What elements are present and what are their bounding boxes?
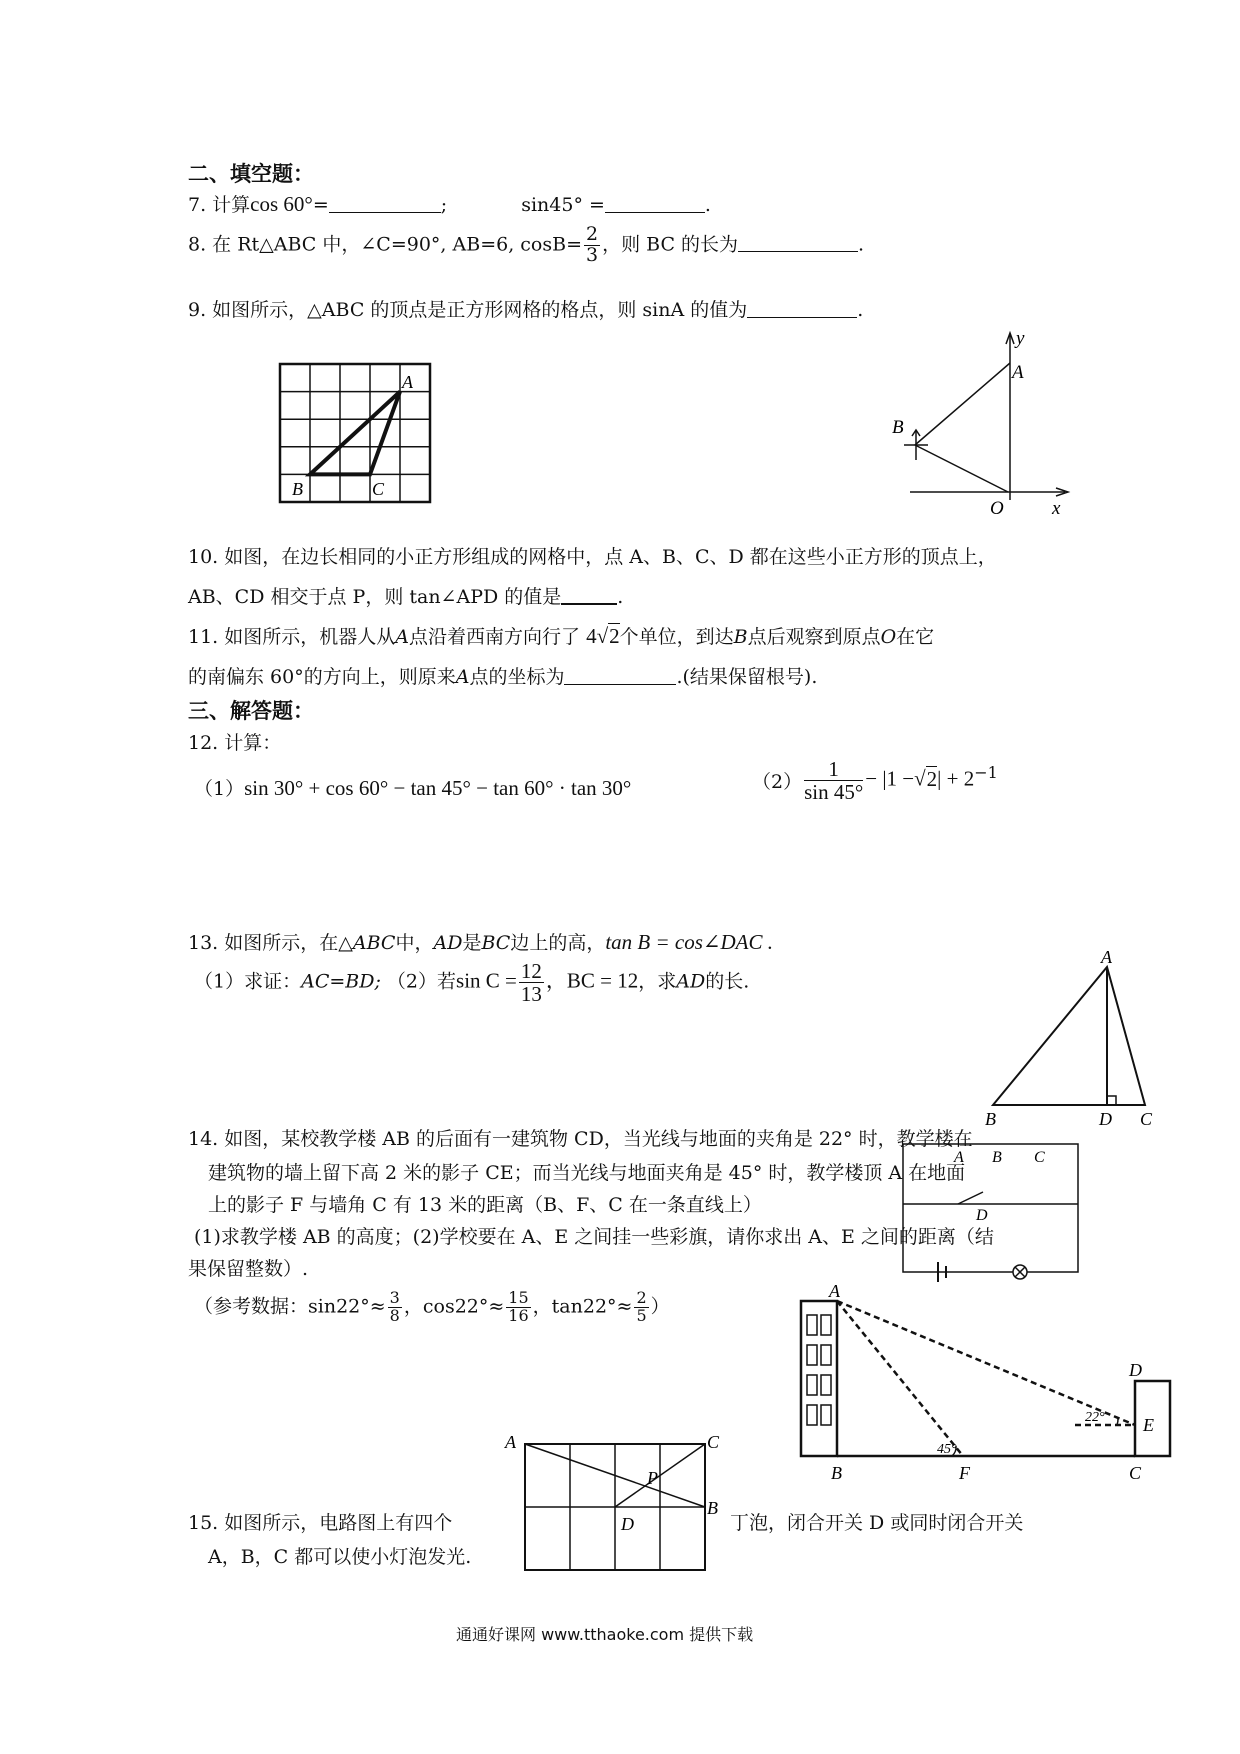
fig14-label-d: D <box>1129 1360 1142 1380</box>
section3-title: 三、解答题： <box>188 699 314 723</box>
circuit-label-a: A <box>954 1149 964 1166</box>
fig10-label-c: C <box>707 1432 720 1452</box>
question-11-line1: 11. 如图所示，机器人从A点沿着西南方向行了 4√2个单位，到达B点后观察到原点O在它 <box>188 624 935 648</box>
section2-title: 二、填空题： <box>188 162 314 186</box>
fig11-label-x: x <box>1052 498 1061 519</box>
circuit-label-b: B <box>992 1149 1002 1166</box>
fig10-label-p: P <box>647 1468 658 1488</box>
fig13-label-b: B <box>985 1109 996 1129</box>
question-14-reference: （参考数据：sin22°≈ $\frac{3}{8}$ ，cos22°≈ $\frac{15}{16}$ ，tan22°≈ $\frac{2}{5}$ ） <box>194 1288 670 1325</box>
question-15-line1b: 丁泡，闭合开关 D 或同时闭合开关 <box>730 1512 1024 1534</box>
fig14-label-b: B <box>831 1463 842 1483</box>
question-12-part2: （2） $\frac{1}{\sin 45^\circ}$ − $|1 -√2| + 2^{-1}$ <box>752 757 998 805</box>
page-footer: 通通好课网 www.tthaoke.com 提供下载 <box>456 1625 754 1644</box>
fig14-label-c: C <box>1129 1463 1142 1483</box>
question-11-line2: 的南偏东 60°的方向上，则原来A点的坐标为 .(结果保留根号). <box>188 666 818 688</box>
question-12-title: 12. 计算： <box>188 732 282 754</box>
figure-14-buildings <box>795 1283 1195 1503</box>
fig9-label-c: C <box>372 479 385 499</box>
question-10-line2: AB、CD 相交于点 P，则 tan∠APD 的值是 . <box>188 586 624 608</box>
figure-13-triangle <box>985 947 1165 1130</box>
question-14-line1: 14. 如图，某校教学楼 AB 的后面有一建筑物 CD，当光线与地面的夹角是 22° 时，教学楼在 <box>188 1128 973 1150</box>
fig14-label-e: E <box>1143 1415 1154 1435</box>
question-14-line2: 建筑物的墙上留下高 2 米的影子 CE；而当光线与地面夹角是 45° 时，教学楼顶 A 在地面 <box>208 1162 966 1184</box>
fig14-angle-22: 22° <box>1085 1410 1105 1425</box>
question-9: 9. 如图所示，△ABC 的顶点是正方形网格的格点，则 sinA 的值为 . <box>188 299 864 321</box>
figure-9-grid <box>278 362 433 504</box>
question-15-line2: A，B，C 都可以使小灯泡发光. <box>208 1546 472 1568</box>
fig10-label-d: D <box>621 1514 634 1534</box>
fig11-label-y: y <box>1016 328 1025 349</box>
question-13-line2: （1）求证：AC=BD; （2）若sin C = $\frac{12}{13}$ ，BC = 12，求AD的长. <box>194 959 750 1007</box>
fig10-label-b: B <box>707 1498 718 1518</box>
question-10-line1: 10. 如图，在边长相同的小正方形组成的网格中，点 A、B、C、D 都在这些小正方形的顶点上， <box>188 546 997 568</box>
question-15-line1a: 15. 如图所示，电路图上有四个 <box>188 1512 453 1534</box>
fig11-label-o: O <box>990 498 1004 519</box>
circuit-label-c: C <box>1034 1149 1045 1166</box>
fig13-label-a: A <box>1101 947 1112 967</box>
question-12-part1: （1）sin 30° + cos 60° − tan 45° − tan 60° · tan 30° <box>194 776 632 800</box>
figure-11-coordinate <box>890 330 1080 520</box>
fig11-label-b: B <box>892 417 904 438</box>
circuit-label-d: D <box>976 1207 988 1224</box>
question-14-line3: 上的影子 F 与墙角 C 有 13 米的距离（B、F、C 在一条直线上） <box>208 1194 762 1216</box>
question-13-line1: 13. 如图所示，在△ABC中，AD是BC边上的高，tan B = cos∠DAC . <box>188 930 773 954</box>
fig11-label-a: A <box>1012 362 1024 383</box>
fig10-label-a: A <box>505 1432 516 1452</box>
question-14-line5: 果保留整数）. <box>188 1258 309 1280</box>
figure-15-circuit <box>898 1140 1088 1280</box>
fig13-label-d: D <box>1099 1109 1112 1129</box>
figure-10-grid <box>505 1432 727 1580</box>
question-14-line4: (1)求教学楼 AB 的高度；(2)学校要在 A、E 之间挂一些彩旗，请你求出 A、E 之间的距离（结 <box>194 1226 994 1248</box>
fig13-label-c: C <box>1140 1109 1153 1129</box>
fig14-label-a: A <box>829 1281 840 1301</box>
fig9-label-b: B <box>292 479 303 499</box>
question-8: 8. 在 Rt△ABC 中，∠C=90°, AB=6, cosB= $\frac{2}{3}$ ，则 BC 的长为 . <box>188 223 865 266</box>
fig14-angle-45: 45° <box>937 1442 957 1457</box>
question-7: 7. 计算cos 60°= ; sin45° = . <box>188 192 711 216</box>
fig14-label-f: F <box>959 1463 970 1483</box>
fig9-label-a: A <box>402 372 413 392</box>
